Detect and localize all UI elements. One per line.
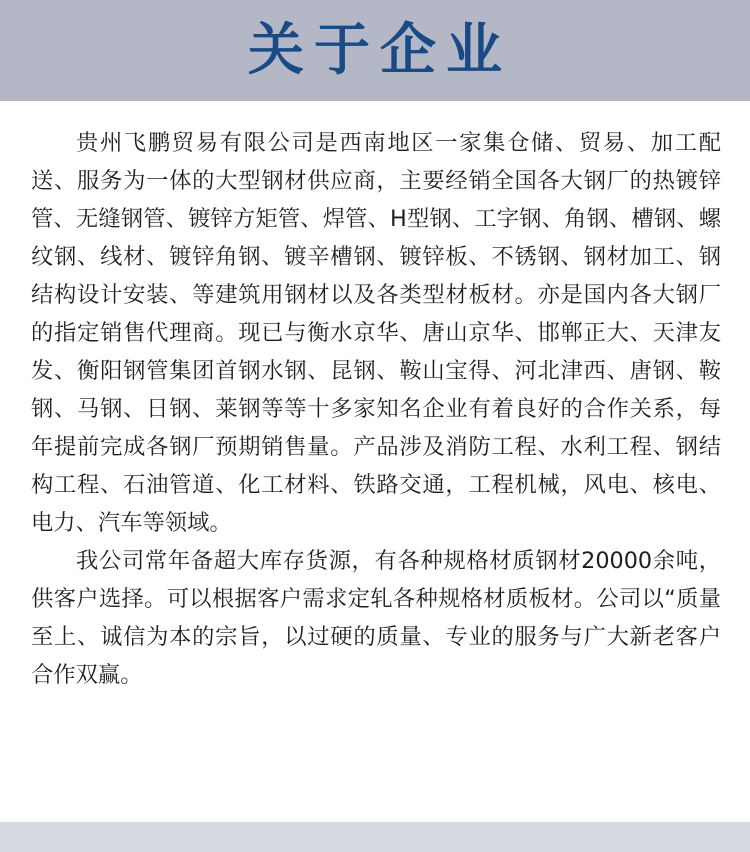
page-title: 关于企业	[248, 18, 512, 83]
paragraph-inventory: 我公司常年备超大库存货源，有各种规格材质钢材20000余吨，供客户选择。可以根据客户需求定轧各种规格材质板材。公司以“质量至上、诚信为本的宗旨，以过硬的质量、专业的服务与广大新老客户合作双赢。	[31, 548, 721, 688]
company-description	[31, 124, 721, 694]
paragraph-intro: 贵州飞鹏贸易有限公司是西南地区一家集仓储、贸易、加工配送、服务为一体的大型钢材供应商，主要经销全国各大钢厂的热镀锌管、无缝钢管、镀锌方矩管、焊管、H型钢、工字钢、角钢、槽钢、螺纹钢、线材、镀锌角钢、镀辛槽钢、镀锌板、不锈钢、钢材加工、钢结构设计安装、等建筑用钢材以及各类型材板材。亦是国内各大钢厂的指定销售代理商。现已与衡水京华、唐山京华、邯郸正大、天津友发、衡阳钢管集团首钢水钢、昆钢、鞍山宝得、河北津西、唐钢、鞍钢、马钢、日钢、莱钢等等十多家知名企业有着良好的合作关系，每年提前完成各钢厂预期销售量。产品涉及消防工程、水利工程、钢结构工程、石油管道、化工材料、铁路交通，工程机械，风电、核电、电力、汽车等领域。	[31, 130, 721, 536]
footer-bar	[0, 822, 750, 852]
header-banner	[0, 0, 750, 101]
